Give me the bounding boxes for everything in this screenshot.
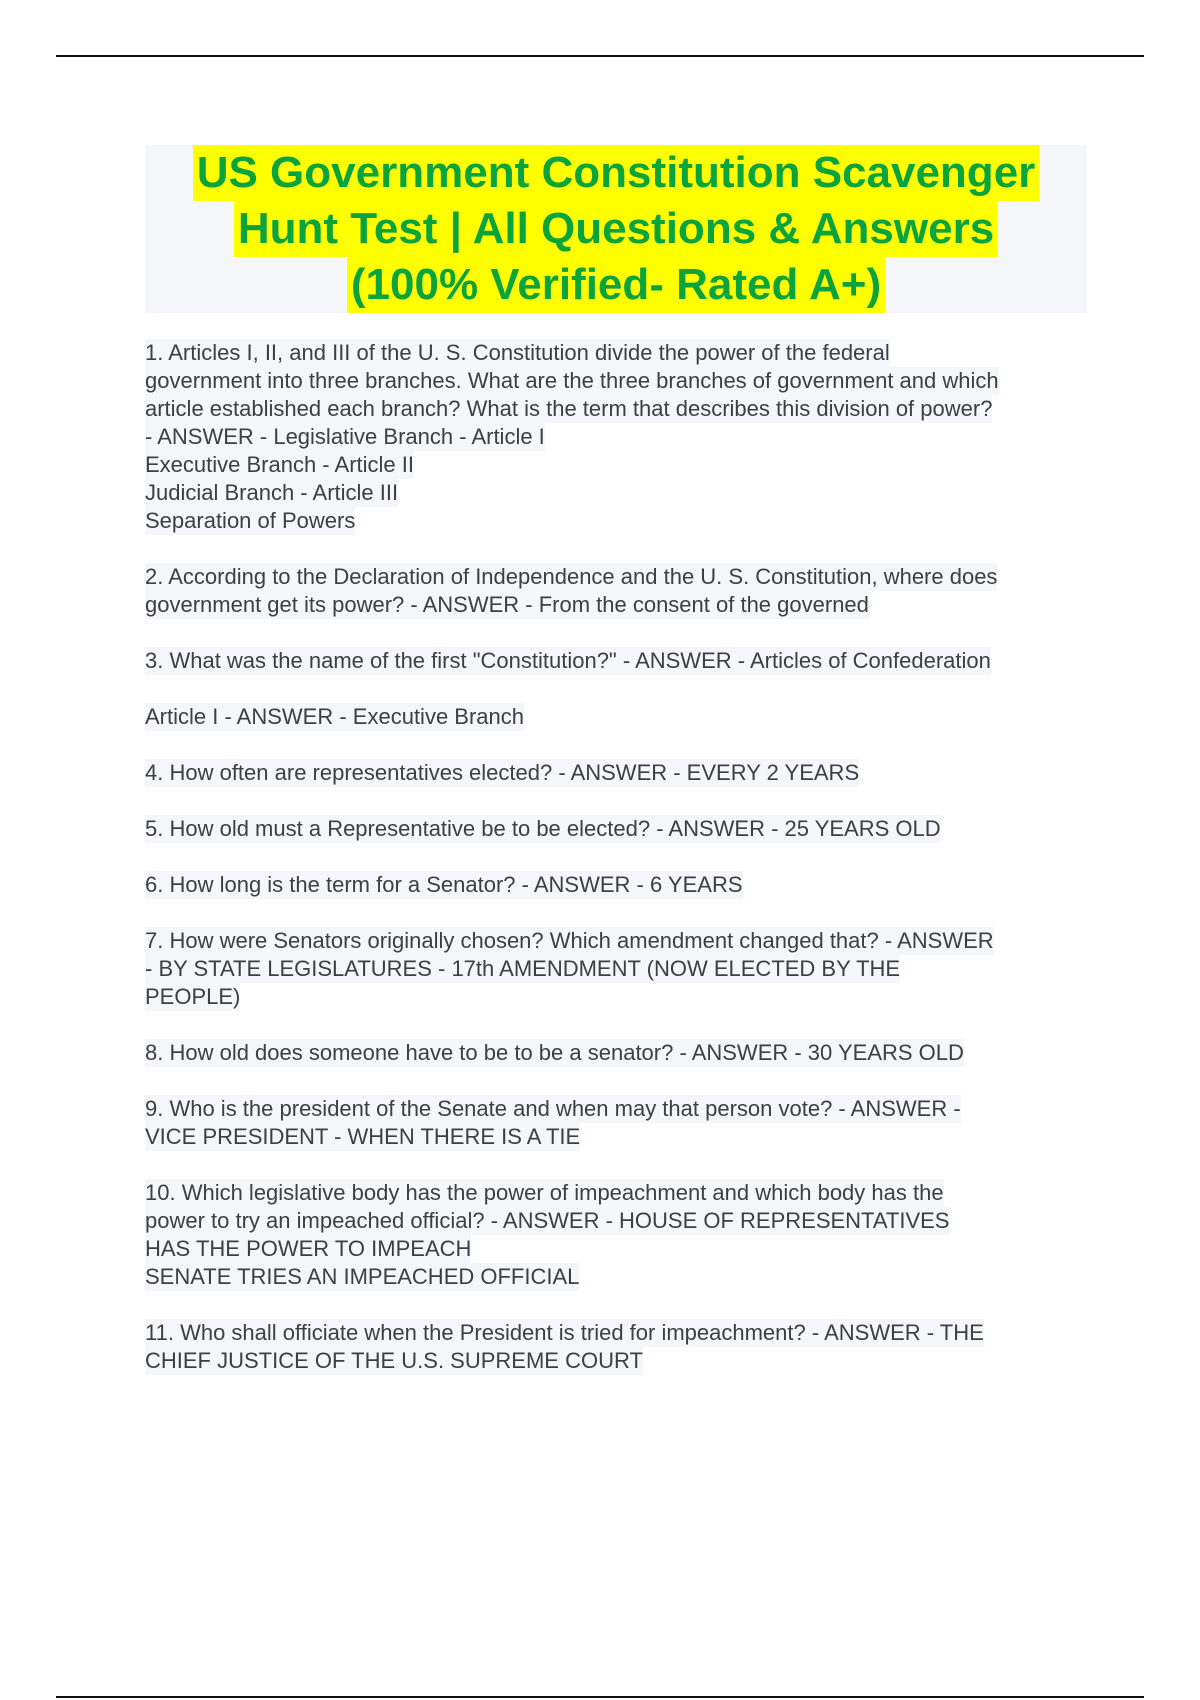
question-answer-item: [145, 647, 1095, 675]
question-answer-item: [145, 1095, 1095, 1151]
qa-text-line: Separation of Powers: [145, 508, 356, 533]
qa-text-line: 6. How long is the term for a Senator? - ANSWER - 6 YEARS: [145, 872, 743, 897]
qa-text-line: government get its power? - ANSWER - From the consent of the governed: [145, 592, 869, 617]
question-answer-item: [145, 815, 1095, 843]
qa-text-line: VICE PRESIDENT - WHEN THERE IS A TIE: [145, 1124, 581, 1149]
qa-text-line: - ANSWER - Legislative Branch - Article I: [145, 424, 545, 449]
title-line: (100% Verified- Rated A+): [347, 257, 885, 313]
top-rule: [56, 55, 1144, 57]
qa-text-line: 4. How often are representatives elected? - ANSWER - EVERY 2 YEARS: [145, 760, 860, 785]
qa-text-line: Article I - ANSWER - Executive Branch: [145, 704, 524, 729]
qa-text-line: 5. How old must a Representative be to be elected? - ANSWER - 25 YEARS OLD: [145, 816, 941, 841]
qa-text-line: 9. Who is the president of the Senate and when may that person vote? - ANSWER -: [145, 1096, 961, 1121]
qa-text-line: power to try an impeached official? - ANSWER - HOUSE OF REPRESENTATIVES: [145, 1208, 950, 1233]
qa-text-line: SENATE TRIES AN IMPEACHED OFFICIAL: [145, 1264, 580, 1289]
qa-text-line: PEOPLE): [145, 984, 241, 1009]
qa-text-line: CHIEF JUSTICE OF THE U.S. SUPREME COURT: [145, 1348, 643, 1373]
qa-text-line: Executive Branch - Article II: [145, 452, 414, 477]
qa-text-line: government into three branches. What are the three branches of government and which: [145, 368, 999, 393]
question-answer-item: [145, 759, 1095, 787]
qa-text-line: 1. Articles I, II, and III of the U. S. Constitution divide the power of the federal: [145, 340, 890, 365]
qa-text-line: 7. How were Senators originally chosen? Which amendment changed that? - ANSWER: [145, 928, 994, 953]
bottom-rule: [56, 1696, 1144, 1698]
question-answer-item: [145, 871, 1095, 899]
qa-text-line: HAS THE POWER TO IMPEACH: [145, 1236, 472, 1261]
question-answer-item: [145, 563, 1095, 619]
question-answer-item: [145, 339, 1095, 535]
qa-text-line: 8. How old does someone have to be to be a senator? - ANSWER - 30 YEARS OLD: [145, 1040, 964, 1065]
title-line: Hunt Test | All Questions & Answers: [234, 201, 998, 257]
qa-text-line: 2. According to the Declaration of Independence and the U. S. Constitution, where does: [145, 564, 998, 589]
qa-text-line: article established each branch? What is the term that describes this division of power?: [145, 396, 993, 421]
question-answer-item: [145, 927, 1095, 1011]
question-answer-item: [145, 1179, 1095, 1291]
question-answer-item: [145, 703, 1095, 731]
question-answer-item: [145, 1039, 1095, 1067]
qa-text-line: 3. What was the name of the first "Constitution?" - ANSWER - Articles of Confederation: [145, 648, 991, 673]
qa-text-line: 10. Which legislative body has the power of impeachment and which body has the: [145, 1180, 944, 1205]
qa-text-line: 11. Who shall officiate when the President is tried for impeachment? - ANSWER - THE: [145, 1320, 984, 1345]
title-line: US Government Constitution Scavenger: [193, 145, 1040, 201]
qa-text-line: Judicial Branch - Article III: [145, 480, 399, 505]
question-answer-item: [145, 1319, 1095, 1375]
question-answer-list: [145, 339, 1095, 1403]
document-title: [145, 145, 1087, 313]
qa-text-line: - BY STATE LEGISLATURES - 17th AMENDMENT (NOW ELECTED BY THE: [145, 956, 901, 981]
